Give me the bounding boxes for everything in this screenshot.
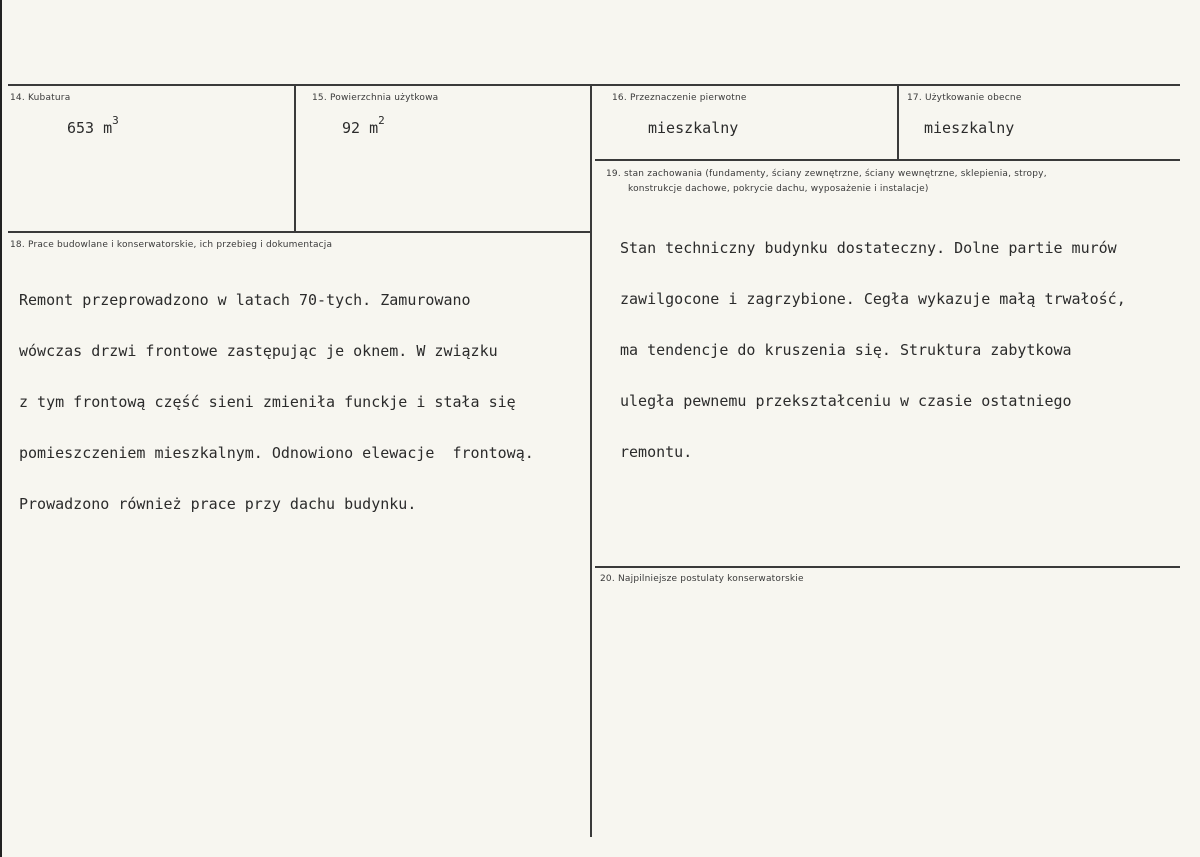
field-18-line: Prowadzono również prace przy dachu budynku.: [19, 495, 417, 513]
rule-below-14-15: [8, 231, 592, 233]
field-16-label: 16. Przeznaczenie pierwotne: [612, 93, 747, 103]
divider-16-17: [897, 85, 899, 160]
field-19-label-line2: konstrukcje dachowe, pokrycie dachu, wyposażenie i instalacje): [628, 184, 929, 194]
field-17-value: mieszkalny: [924, 119, 1015, 137]
field-19-label-line1: 19. stan zachowania (fundamenty, ściany zewnętrzne, ściany wewnętrzne, sklepienia, stropy,: [606, 169, 1047, 179]
field-19-line: zawilgocone i zagrzybione. Cegła wykazuje małą trwałość,: [620, 290, 1126, 308]
field-15-number: 92 m: [342, 119, 379, 137]
field-20-label: 20. Najpilniejsze postulaty konserwatorskie: [600, 574, 804, 584]
divider-14-15: [294, 85, 296, 233]
field-15-label: 15. Powierzchnia użytkowa: [312, 93, 439, 103]
center-divider: [590, 85, 592, 837]
rule-below-16-17: [595, 159, 1180, 161]
field-19-line: ma tendencje do kruszenia się. Struktura zabytkowa: [620, 341, 1072, 359]
field-14-number: 653 m: [67, 119, 113, 137]
field-18-text: [19, 258, 534, 547]
field-19-line: remontu.: [620, 443, 693, 461]
field-18-line: Remont przeprowadzono w latach 70-tych. Zamurowano: [19, 291, 471, 309]
top-rule: [8, 84, 1180, 86]
field-18-label: 18. Prace budowlane i konserwatorskie, ich przebieg i dokumentacja: [10, 240, 333, 250]
field-14-label: 14. Kubatura: [10, 93, 71, 103]
field-14-unit-exponent: 3: [112, 114, 119, 127]
field-19-line: Stan techniczny budynku dostateczny. Dolne partie murów: [620, 239, 1117, 257]
field-19-text: [620, 206, 1126, 495]
field-16-value: mieszkalny: [648, 119, 739, 137]
rule-above-20: [595, 566, 1180, 568]
field-15-value: [342, 114, 385, 137]
field-15-unit-exponent: 2: [378, 114, 385, 127]
field-18-line: pomieszczeniem mieszkalnym. Odnowiono elewacje frontową.: [19, 444, 534, 462]
field-17-label: 17. Użytkowanie obecne: [907, 93, 1022, 103]
field-14-value: [67, 114, 119, 137]
field-18-line: z tym frontową część sieni zmieniła funckje i stała się: [19, 393, 516, 411]
field-18-line: wówczas drzwi frontowe zastępując je oknem. W związku: [19, 342, 498, 360]
field-19-line: uległa pewnemu przekształceniu w czasie ostatniego: [620, 392, 1072, 410]
